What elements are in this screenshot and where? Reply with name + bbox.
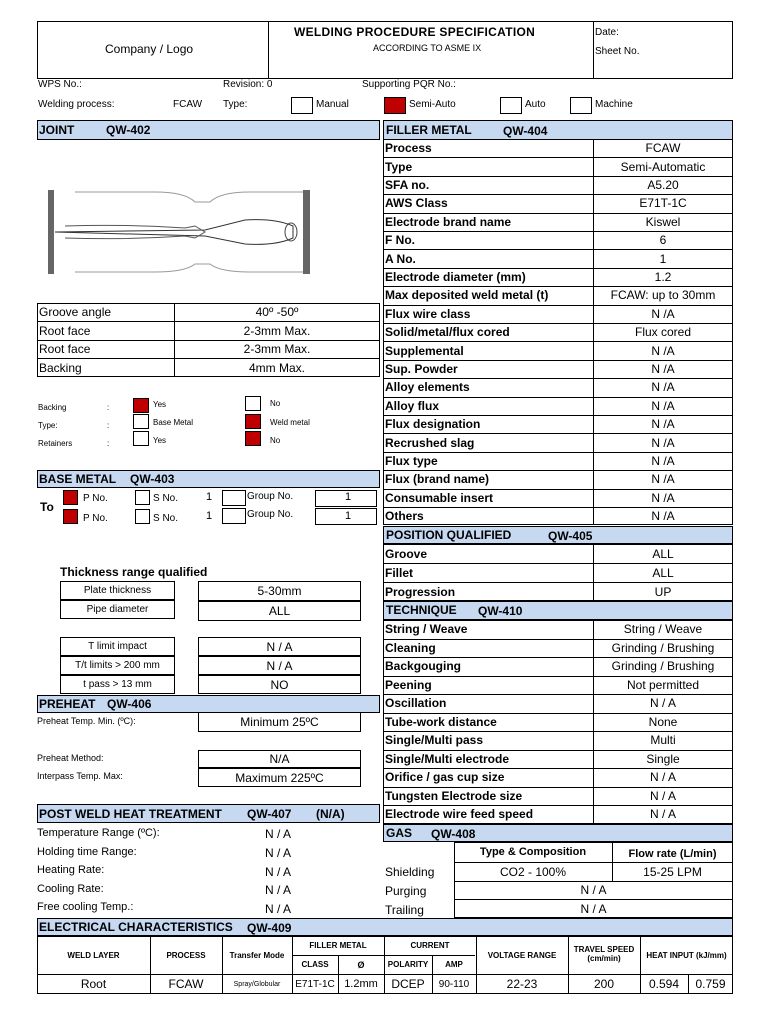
technique-row-value: N / A (649, 770, 676, 785)
free-cooling-value: N / A (265, 902, 292, 916)
filler-row-value: N /A (651, 453, 675, 468)
filler-row-label: AWS Class (385, 196, 448, 211)
class-header: CLASS (301, 960, 329, 969)
group-checkbox-2[interactable] (222, 508, 246, 524)
temp-range-label: Temperature Range (ºC): (37, 827, 160, 839)
pipe-diameter-value: ALL (268, 604, 291, 618)
technique-row-value: Not permitted (626, 677, 700, 692)
technique-row-value: N / A (649, 696, 676, 711)
t-pass-label: t pass > 13 mm (83, 679, 152, 690)
retainers-yes-checkbox[interactable] (133, 431, 149, 446)
plate-thickness-value: 5-30mm (257, 584, 302, 598)
filler-row-value: N /A (651, 361, 675, 376)
position-code: QW-405 (548, 529, 593, 543)
holding-label: Holding time Range: (37, 846, 137, 858)
backing-no-label: No (270, 399, 281, 408)
filler-row-label: Flux (brand name) (385, 472, 490, 487)
weld-metal-checkbox[interactable] (245, 414, 261, 429)
interpass-value: Maximum 225ºC (235, 770, 324, 785)
weld-layer-header: WELD LAYER (67, 950, 120, 960)
filler-row-label: F No. (385, 233, 415, 248)
p-no-checkbox-2[interactable] (63, 509, 78, 524)
position-row-label: Progression (385, 584, 456, 599)
groove-angle-label: Groove angle (39, 305, 112, 319)
pqr-label: Supporting PQR No.: (362, 79, 456, 90)
retainers-yes-label: Yes (153, 436, 167, 445)
backing-label: Backing (39, 360, 82, 375)
technique-row-value: Grinding / Brushing (611, 640, 715, 655)
base-metal-label: Base Metal (153, 418, 194, 427)
weld-metal-label: Weld metal (270, 418, 310, 427)
group-value-2: 1 (345, 510, 352, 522)
filler-row-value: Semi-Automatic (620, 159, 706, 174)
holding-value: N / A (265, 846, 292, 860)
filler-row-label: Sup. Powder (385, 361, 458, 376)
preheat-method-label: Preheat Method: (37, 753, 104, 763)
heat-input-value-1: 0.594 (648, 977, 680, 991)
tt-limits-label: T/t limits > 200 mm (75, 660, 160, 671)
interpass-label: Interpass Temp. Max: (37, 771, 123, 781)
technique-row-label: String / Weave (385, 622, 468, 637)
joint-header (37, 120, 380, 140)
technique-row-value: None (648, 714, 678, 729)
machine-label: Machine (595, 99, 633, 110)
filler-row-value: FCAW: up to 30mm (610, 288, 716, 303)
backing-no-checkbox[interactable] (245, 396, 261, 411)
diameter-value: 1.2mm (344, 978, 378, 990)
auto-label: Auto (525, 99, 546, 110)
filler-row-label: Electrode brand name (385, 214, 512, 229)
filler-row-label: A No. (385, 251, 416, 266)
position-row-value: ALL (652, 565, 674, 580)
filler-row-label: Process (385, 141, 432, 156)
gas-code: QW-408 (431, 827, 476, 841)
amp-value: 90-110 (438, 978, 470, 990)
s-no-value-1: 1 (206, 491, 213, 503)
backing-value: 4mm Max. (248, 360, 305, 375)
filler-row-value: 6 (659, 233, 667, 248)
shielding-flow: 15-25 LPM (643, 864, 702, 879)
manual-label: Manual (316, 99, 349, 110)
p-no-checkbox-1[interactable] (63, 490, 78, 505)
to-label: To (40, 500, 54, 514)
filler-row-value: N /A (651, 380, 675, 395)
technique-row-label: Tube-work distance (385, 714, 497, 729)
purging-comp: N / A (580, 883, 607, 897)
filler-row-label: Recrushed slag (385, 435, 475, 450)
filler-row-value: N /A (651, 472, 675, 487)
root-face-label: Root face (39, 323, 91, 338)
shielding-comp: CO2 - 100% (499, 864, 567, 879)
position-row-value: UP (654, 584, 672, 599)
machine-checkbox[interactable] (570, 97, 592, 114)
process-header: PROCESS (166, 950, 206, 960)
free-cooling-label: Free cooling Temp.: (37, 901, 134, 913)
filler-row-label: Alloy flux (385, 398, 440, 413)
page-subtitle: ACCORDING TO ASME IX (373, 43, 482, 53)
p-no-label-2: P No. (83, 513, 108, 524)
t-pass-value: NO (270, 677, 289, 692)
shielding-label: Shielding (385, 865, 435, 879)
tt-limits-value: N / A (266, 658, 293, 673)
filler-row-value: 1 (659, 251, 667, 266)
purging-label: Purging (385, 884, 427, 898)
technique-row-value: Grinding / Brushing (611, 659, 715, 674)
joint-code: QW-402 (106, 123, 151, 137)
diameter-header: Ø (357, 959, 365, 970)
sheet-label: Sheet No. (595, 46, 640, 57)
technique-row-label: Oscillation (385, 696, 447, 711)
gas-comp-header: Type & Composition (479, 846, 587, 858)
process-value: FCAW (173, 99, 203, 110)
filler-row-value: N /A (651, 398, 675, 413)
technique-row-value: Single (646, 751, 680, 766)
filler-row-label: Flux type (385, 453, 438, 468)
filler-row-label: SFA no. (385, 177, 430, 192)
filler-row-value: E71T-1C (639, 196, 687, 211)
technique-row-label: Tungsten Electrode size (385, 788, 523, 803)
backing-yes-label: Yes (153, 400, 167, 409)
trailing-label: Trailing (385, 903, 424, 917)
position-row-label: Fillet (385, 565, 414, 580)
s-no-checkbox-2[interactable] (135, 509, 150, 524)
filler-row-value: Flux cored (634, 325, 692, 340)
manual-checkbox[interactable] (291, 97, 313, 114)
semi-auto-checkbox[interactable] (384, 97, 406, 114)
filler-title: FILLER METAL (386, 123, 472, 137)
groove-angle-value: 40º -50º (255, 305, 299, 319)
filler-row-value: 1.2 (654, 269, 672, 284)
type-label: Type: (223, 99, 248, 110)
pwht-code: QW-407 (247, 807, 292, 821)
filler-row-label: Max deposited weld metal (t) (385, 288, 549, 303)
type-option-label: Type: (38, 421, 58, 430)
voltage-header: VOLTAGE RANGE (487, 950, 557, 960)
root-face-value: 2-3mm Max. (243, 323, 311, 338)
filler-row-value: N /A (651, 509, 675, 524)
technique-row-value: Multi (650, 733, 676, 748)
filler-row-label: Solid/metal/flux cored (385, 325, 510, 340)
technique-row-label: Electrode wire feed speed (385, 807, 534, 822)
backing-option-label: Backing (38, 403, 67, 412)
travel-header: TRAVEL SPEED (cm/min) (573, 945, 635, 963)
heat-input-header: HEAT INPUT (kJ/mm) (646, 950, 727, 960)
position-row-value: ALL (652, 546, 674, 561)
joint-diagram (45, 182, 360, 282)
polarity-header: POLARITY (387, 960, 429, 969)
layer-value: Root (80, 977, 107, 991)
wps-label: WPS No.: (38, 79, 82, 90)
s-no-value-2: 1 (206, 510, 213, 522)
voltage-value: 22-23 (506, 977, 538, 991)
filler-row-value: N /A (651, 306, 675, 321)
filler-row-value: FCAW (645, 141, 681, 156)
t-limit-label: T limit impact (88, 641, 147, 652)
base-metal-code: QW-403 (130, 472, 175, 486)
cooling-label: Cooling Rate: (37, 883, 104, 895)
technique-row-value: String / Weave (623, 622, 703, 637)
date-label: Date: (595, 27, 619, 38)
preheat-title: PREHEAT (39, 697, 96, 711)
auto-checkbox[interactable] (500, 97, 522, 114)
plate-thickness-label: Plate thickness (83, 585, 152, 596)
technique-row-label: Single/Multi electrode (385, 751, 510, 766)
heating-value: N / A (265, 865, 292, 879)
backing-yes-checkbox[interactable] (133, 398, 149, 413)
filler-row-label: Type (385, 159, 413, 174)
preheat-temp-label: Preheat Temp. Min. (ºC): (37, 716, 136, 726)
filler-row-value: Kiswel (645, 214, 681, 229)
trailing-comp: N / A (580, 901, 607, 916)
filler-row-label: Alloy elements (385, 380, 470, 395)
technique-row-label: Single/Multi pass (385, 733, 484, 748)
retainers-no-label: No (270, 436, 281, 445)
semi-auto-label: Semi-Auto (409, 99, 456, 110)
position-title: POSITION QUALIFIED (386, 528, 512, 542)
process-label: Welding process: (38, 99, 115, 110)
retainers-option-label: Retainers (38, 439, 73, 448)
root-face-label-2: Root face (39, 342, 91, 356)
base-metal-title: BASE METAL (39, 472, 117, 486)
process-value-elec: FCAW (168, 977, 204, 991)
p-no-label-1: P No. (83, 493, 108, 504)
technique-code: QW-410 (478, 604, 523, 618)
filler-row-value: N /A (651, 490, 675, 505)
travel-value: 200 (593, 977, 615, 991)
pipe-diameter-label: Pipe diameter (86, 604, 149, 615)
technique-row-value: N / A (649, 788, 676, 803)
filler-row-value: N /A (651, 417, 675, 432)
polarity-value: DCEP (391, 977, 425, 991)
filler-code: QW-404 (503, 124, 548, 138)
technique-row-value: N / A (649, 807, 676, 822)
technique-title: TECHNIQUE (386, 603, 457, 617)
transfer-header: Transfer Mode (229, 950, 285, 960)
filler-row-label: Supplemental (385, 343, 464, 358)
t-limit-value: N / A (266, 639, 293, 654)
filler-row-label: Flux designation (385, 417, 481, 432)
preheat-method-value: N/A (269, 752, 290, 766)
pwht-note: (N/A) (316, 807, 345, 821)
filler-row-value: A5.20 (647, 177, 679, 192)
preheat-code: QW-406 (107, 697, 152, 711)
root-face-value-2: 2-3mm Max. (243, 342, 311, 356)
gas-title: GAS (386, 826, 413, 840)
technique-row-label: Cleaning (385, 640, 436, 655)
filler-row-label: Others (385, 509, 424, 524)
filler-row-label: Consumable insert (385, 490, 494, 505)
filler-row-label: Electrode diameter (mm) (385, 269, 526, 284)
page-title: WELDING PROCEDURE SPECIFICATION (294, 25, 536, 39)
electrical-title: ELECTRICAL CHARACTERISTICS (39, 920, 233, 934)
temp-range-value: N / A (265, 827, 292, 841)
pwht-title: POST WELD HEAT TREATMENT (39, 807, 222, 821)
joint-title: JOINT (39, 123, 75, 137)
company-logo: Company / Logo (105, 42, 194, 56)
group-value-1: 1 (345, 491, 352, 503)
filler-row-value: N /A (651, 435, 675, 450)
transfer-value: Spray/Globular (233, 980, 281, 988)
filler-metal-header: FILLER METAL (309, 941, 367, 950)
preheat-temp-value: Minimum 25ºC (240, 715, 319, 729)
group-label-1: Group No. (247, 491, 294, 502)
class-value: E71T-1C (295, 978, 335, 990)
base-metal-checkbox[interactable] (133, 414, 149, 429)
position-row-label: Groove (385, 546, 428, 561)
amp-header: AMP (445, 960, 463, 969)
group-checkbox-1[interactable] (222, 490, 246, 506)
gas-flow-header: Flow rate (L/min) (628, 848, 717, 860)
electrical-code: QW-409 (247, 921, 292, 935)
s-no-label-1: S No. (153, 493, 179, 504)
filler-row-label: Flux wire class (385, 306, 471, 321)
heating-label: Heating Rate: (37, 864, 105, 876)
technique-row-label: Orifice / gas cup size (385, 770, 505, 785)
technique-row-label: Peening (385, 677, 432, 692)
retainers-no-checkbox[interactable] (245, 431, 261, 446)
heat-input-value-2: 0.759 (695, 977, 726, 991)
filler-row-value: N /A (651, 343, 675, 358)
s-no-label-2: S No. (153, 513, 179, 524)
cooling-value: N / A (265, 883, 292, 897)
thickness-title: Thickness range qualified (60, 565, 208, 579)
technique-row-label: Backgouging (385, 659, 462, 674)
current-header: CURRENT (410, 941, 450, 950)
s-no-checkbox-1[interactable] (135, 490, 150, 505)
revision-label: Revision: 0 (223, 79, 273, 90)
group-label-2: Group No. (247, 509, 294, 520)
